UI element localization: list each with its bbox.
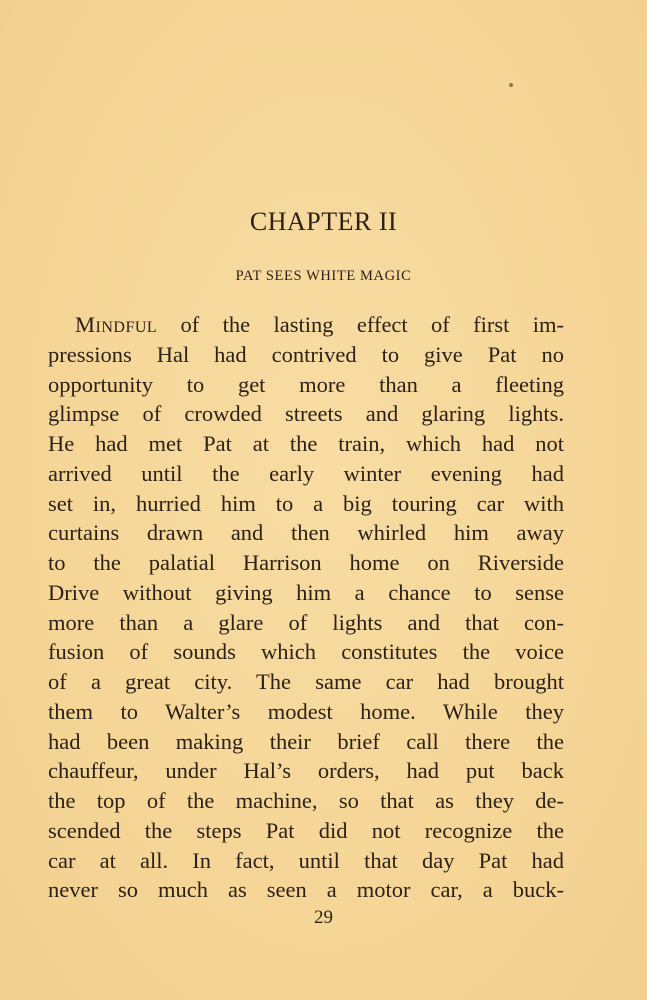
first-line-text: of the lasting effect of first im-: [180, 312, 564, 337]
body-line-text: the top of the machine, so that as they de-: [48, 788, 564, 813]
body-line-8: [48, 518, 564, 548]
body-line-text: to the palatial Harrison home on Riverside: [48, 550, 564, 575]
body-line-2: [48, 340, 564, 370]
paper-speck: [509, 83, 513, 87]
body-line-12: [48, 637, 564, 667]
page-number: 29: [314, 907, 333, 928]
body-line-text: arrived until the early winter evening had: [48, 460, 564, 486]
body-line-7: [48, 489, 564, 519]
body-line-text: fusion of sounds which constitutes the voice: [48, 639, 564, 665]
chapter-body: [48, 310, 564, 905]
body-line-19: [48, 846, 564, 876]
body-line-9: [48, 548, 564, 578]
body-line-text: never so much as seen a motor car, a buck-: [48, 877, 564, 903]
body-line-1: [48, 310, 564, 340]
body-line-text: chauffeur, under Hal’s orders, had put back: [48, 758, 564, 784]
chapter-title: CHAPTER II: [249, 207, 398, 236]
body-line-text: more than a glare of lights and that con-: [48, 609, 564, 635]
chapter-subtitle: PAT SEES WHITE MAGIC: [235, 268, 412, 284]
body-line-text: pressions Hal had contrived to give Pat no: [48, 341, 564, 367]
body-line-13: [48, 667, 564, 697]
body-line-16: [48, 756, 564, 786]
body-line-14: [48, 697, 564, 727]
body-line-text: curtains drawn and then whirled him away: [48, 520, 564, 546]
body-line-17: [48, 786, 564, 816]
body-line-text: them to Walter’s modest home. While they: [48, 698, 564, 724]
body-line-text: Drive without giving him a chance to sense: [48, 579, 564, 605]
body-line-20: [48, 875, 564, 905]
body-line-text: scended the steps Pat did not recognize the: [48, 817, 564, 843]
body-line-text: car at all. In fact, until that day Pat had: [48, 847, 564, 873]
body-line-5: [48, 429, 564, 459]
body-line-text: of a great city. The same car had brought: [48, 669, 564, 694]
body-line-text: set in, hurried him to a big touring car with: [48, 490, 564, 516]
body-line-11: [48, 608, 564, 638]
body-line-18: [48, 816, 564, 846]
body-line-text: had been making their brief call there the: [48, 728, 564, 754]
body-line-4: [48, 399, 564, 429]
body-line-text: He had met Pat at the train, which had not: [48, 431, 564, 456]
body-line-15: [48, 727, 564, 757]
body-line-text: opportunity to get more than a fleeting: [48, 371, 564, 397]
body-line-text: glimpse of crowded streets and glaring lights.: [48, 401, 564, 427]
body-line-6: [48, 459, 564, 489]
body-line-10: [48, 578, 564, 608]
dropword: Mindful: [75, 312, 158, 337]
body-line-3: [48, 370, 564, 400]
